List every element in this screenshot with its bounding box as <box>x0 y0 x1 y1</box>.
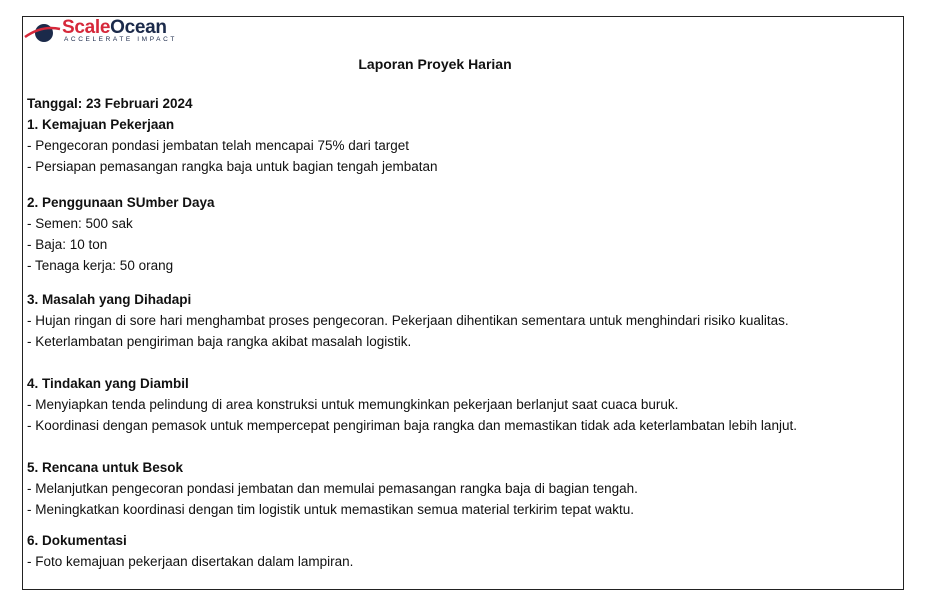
list-item: - Keterlambatan pengiriman baja rangka akibat masalah logistik. <box>27 334 412 349</box>
section-2 <box>27 192 797 276</box>
section-heading: 2. Penggunaan SUmber Daya <box>27 195 215 210</box>
section-5 <box>27 457 797 520</box>
list-item: - Pengecoran pondasi jembatan telah mencapai 75% dari target <box>27 138 409 153</box>
logo-name: ScaleOcean <box>62 17 167 38</box>
list-item: - Persiapan pemasangan rangka baja untuk bagian tengah jembatan <box>27 159 438 174</box>
logo-mark-icon <box>24 19 64 45</box>
section-heading: 3. Masalah yang Dihadapi <box>27 292 192 307</box>
list-item: - Foto kemajuan pekerjaan disertakan dalam lampiran. <box>27 554 354 569</box>
logo-tagline: ACCELERATE IMPACT <box>64 36 177 43</box>
section-1 <box>27 114 797 177</box>
report-title: Laporan Proyek Harian <box>358 56 512 72</box>
report-body <box>27 93 797 572</box>
section-heading: 1. Kemajuan Pekerjaan <box>27 117 175 132</box>
section-4 <box>27 373 797 436</box>
list-item: - Meningkatkan koordinasi dengan tim logistik untuk memastikan semua material terkirim tepat waktu. <box>27 502 635 517</box>
list-item: - Tenaga kerja: 50 orang <box>27 258 174 273</box>
section-3 <box>27 289 797 352</box>
list-item: - Hujan ringan di sore hari menghambat proses pengecoran. Pekerjaan dihentikan sementara untuk menghindari risiko kualitas. <box>27 313 789 328</box>
section-6 <box>27 530 797 572</box>
list-item: - Koordinasi dengan pemasok untuk mempercepat pengiriman baja rangka dan memastikan tidak ada keterlambatan lebih lanjut. <box>27 418 797 433</box>
list-item: - Baja: 10 ton <box>27 237 108 252</box>
section-heading: 6. Dokumentasi <box>27 533 127 548</box>
list-item: - Menyiapkan tenda pelindung di area konstruksi untuk memungkinkan pekerjaan berlanjut saat cuaca buruk. <box>27 397 679 412</box>
section-heading: 4. Tindakan yang Diambil <box>27 376 189 391</box>
report-date: Tanggal: 23 Februari 2024 <box>27 96 193 111</box>
list-item: - Melanjutkan pengecoran pondasi jembatan dan memulai pemasangan rangka baja di bagian tengah. <box>27 481 638 496</box>
section-heading: 5. Rencana untuk Besok <box>27 460 184 475</box>
list-item: - Semen: 500 sak <box>27 216 133 231</box>
